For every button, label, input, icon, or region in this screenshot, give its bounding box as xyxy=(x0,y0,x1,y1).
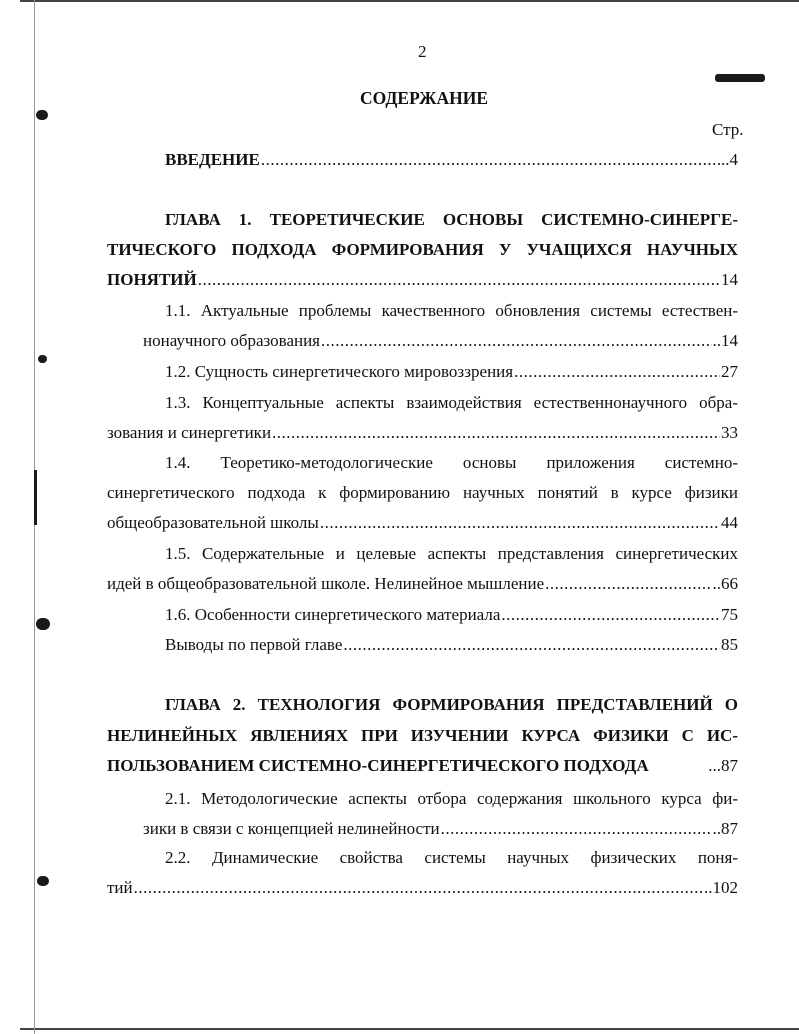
toc-1-4-line1: 1.4. Теоретико-методологические основы приложения системно- xyxy=(165,453,738,472)
toc-label: Выводы по первой главе xyxy=(165,635,343,654)
toc-page: ..66 xyxy=(712,574,738,593)
chapter1-title-line2: ТИЧЕСКОГО ПОДХОДА ФОРМИРОВАНИЯ У УЧАЩИХСЯ НАУЧНЫХ xyxy=(107,240,738,259)
toc-1-3-line1: 1.3. Концептуальные аспекты взаимодействия естественнонаучного обра- xyxy=(165,393,738,412)
toc-label: зования и синергетики xyxy=(107,423,272,442)
chapter2-title-line1: ГЛАВА 2. ТЕХНОЛОГИЯ ФОРМИРОВАНИЯ ПРЕДСТАВЛЕНИЙ О xyxy=(165,695,738,714)
toc-1-5 xyxy=(107,572,738,596)
page-column-label: Стр. xyxy=(712,120,744,139)
toc-2-2-line1: 2.2. Динамические свойства системы научных физических поня- xyxy=(165,848,738,867)
scan-mark-icon xyxy=(37,876,49,886)
page-title: СОДЕРЖАНИЕ xyxy=(360,88,489,108)
toc-page: 75 xyxy=(721,605,738,624)
toc-label: зики в связи с концепцией нелинейности xyxy=(143,819,440,838)
toc-label: ПОЛЬЗОВАНИЕМ СИСТЕМНО-СИНЕРГЕТИЧЕСКОГО ПОДХОДА xyxy=(107,756,649,775)
scan-top-border xyxy=(20,0,799,2)
toc-1-5-line1: 1.5. Содержательные и целевые аспекты представления синергетических xyxy=(165,544,738,563)
toc-page: 27 xyxy=(721,362,738,381)
toc-label: общеобразовательной школы xyxy=(107,513,319,532)
toc-chapter2 xyxy=(107,754,738,778)
toc-introduction xyxy=(165,148,738,172)
toc-chapter1 xyxy=(107,268,738,292)
toc-label: ВВЕДЕНИЕ xyxy=(165,150,260,169)
toc-1-3 xyxy=(107,421,738,445)
scan-mark-icon xyxy=(36,618,50,630)
toc-page: ..14 xyxy=(712,331,738,350)
page-number: 2 xyxy=(418,42,427,61)
toc-1-6 xyxy=(165,603,738,627)
toc-page: ...87 xyxy=(708,756,738,775)
toc-label: ПОНЯТИЙ xyxy=(107,270,197,289)
scan-mark-icon xyxy=(38,355,47,363)
toc-label: 1.6. Особенности синергетического материала xyxy=(165,605,501,624)
toc-page: ..102 xyxy=(704,878,738,897)
toc-1-1-line1: 1.1. Актуальные проблемы качественного обновления системы естествен- xyxy=(165,301,738,320)
toc-2-1 xyxy=(143,817,738,841)
toc-label: нонаучного образования xyxy=(143,331,320,350)
toc-page: 85 xyxy=(721,635,738,654)
toc-1-4 xyxy=(107,511,738,535)
toc-page: 44 xyxy=(721,513,738,532)
scan-bottom-border xyxy=(20,1028,799,1030)
toc-1-4-line2: синергетического подхода к формированию научных понятий в курсе физики xyxy=(107,483,738,502)
toc-page: 33 xyxy=(721,423,738,442)
toc-1-2 xyxy=(165,360,738,384)
toc-page: ..87 xyxy=(712,819,738,838)
toc-label: тий xyxy=(107,878,133,897)
toc-page: 14 xyxy=(721,270,738,289)
scan-smudge-icon xyxy=(715,74,765,82)
chapter2-title-line2: НЕЛИНЕЙНЫХ ЯВЛЕНИЯХ ПРИ ИЗУЧЕНИИ КУРСА ФИЗИКИ С ИС- xyxy=(107,726,738,745)
toc-chapter1-conclusions xyxy=(165,633,738,657)
scan-mark-icon xyxy=(36,110,48,120)
toc-label: 1.2. Сущность синергетического мировоззрения xyxy=(165,362,514,381)
toc-2-1-line1: 2.1. Методологические аспекты отбора содержания школьного курса фи- xyxy=(165,789,738,808)
toc-page: ..4 xyxy=(721,150,738,169)
toc-1-1 xyxy=(143,329,738,353)
toc-2-2 xyxy=(107,876,738,900)
toc-label: идей в общеобразовательной школе. Нелинейное мышление xyxy=(107,574,545,593)
chapter1-title-line1: ГЛАВА 1. ТЕОРЕТИЧЕСКИЕ ОСНОВЫ СИСТЕМНО-СИНЕРГЕ- xyxy=(165,210,738,229)
scan-mark-icon xyxy=(34,470,37,525)
